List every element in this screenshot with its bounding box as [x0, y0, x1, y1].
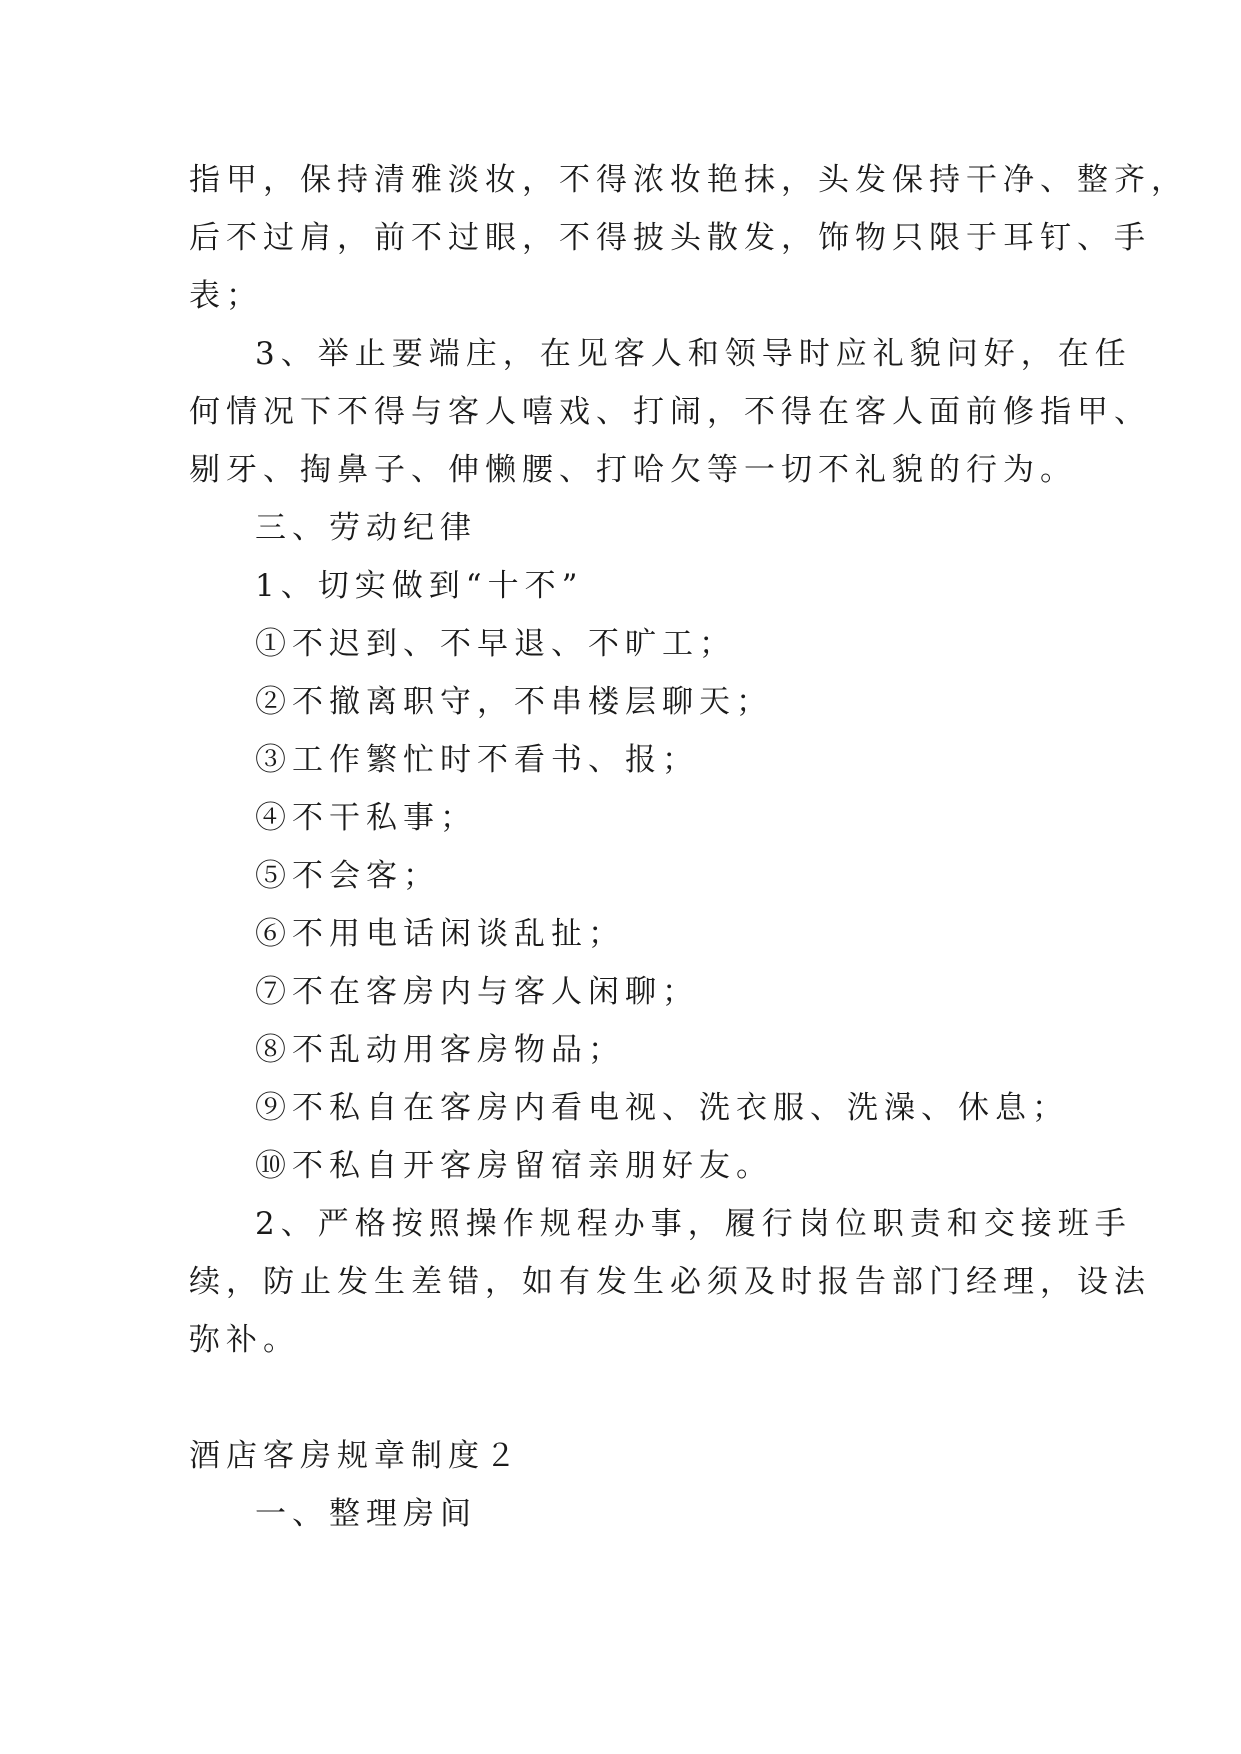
paragraph-line: 3、举止要端庄，在见客人和领导时应礼貌问好，在任	[255, 336, 1132, 372]
paragraph-line: 2、严格按照操作规程办事，履行岗位职责和交接班手	[255, 1206, 1132, 1242]
paragraph-line: 剔牙、掏鼻子、伸懒腰、打哈欠等一切不礼貌的行为。	[189, 452, 1077, 488]
section-heading: 三、劳动纪律	[255, 510, 477, 546]
paragraph-line: 指甲，保持清雅淡妆，不得浓妆艳抹，头发保持干净、整齐，	[189, 162, 1188, 198]
document-title: 酒店客房规章制度２	[189, 1438, 522, 1474]
paragraph-line: 弥补。	[189, 1322, 300, 1358]
list-heading: 1、切实做到“十不”	[255, 568, 584, 604]
list-item: ④不干私事；	[255, 800, 477, 836]
paragraph-line: 续，防止发生差错，如有发生必须及时报告部门经理，设法	[189, 1264, 1151, 1300]
list-item: ②不撤离职守，不串楼层聊天；	[255, 684, 773, 720]
list-item: ①不迟到、不早退、不旷工；	[255, 626, 736, 662]
list-item: ⑦不在客房内与客人闲聊；	[255, 974, 699, 1010]
list-item: ⑨不私自在客房内看电视、洗衣服、洗澡、休息；	[255, 1090, 1069, 1126]
section-heading: 一、整理房间	[255, 1496, 477, 1532]
paragraph-line: 后不过肩，前不过眼，不得披头散发，饰物只限于耳钉、手	[189, 220, 1151, 256]
list-item: ⑤不会客；	[255, 858, 440, 894]
list-item: ③工作繁忙时不看书、报；	[255, 742, 699, 778]
list-item: ⑥不用电话闲谈乱扯；	[255, 916, 625, 952]
list-item: ⑧不乱动用客房物品；	[255, 1032, 625, 1068]
list-item: ⑩不私自开客房留宿亲朋好友。	[255, 1148, 773, 1184]
paragraph-line: 表；	[189, 278, 263, 314]
paragraph-line: 何情况下不得与客人嘻戏、打闹，不得在客人面前修指甲、	[189, 394, 1151, 430]
